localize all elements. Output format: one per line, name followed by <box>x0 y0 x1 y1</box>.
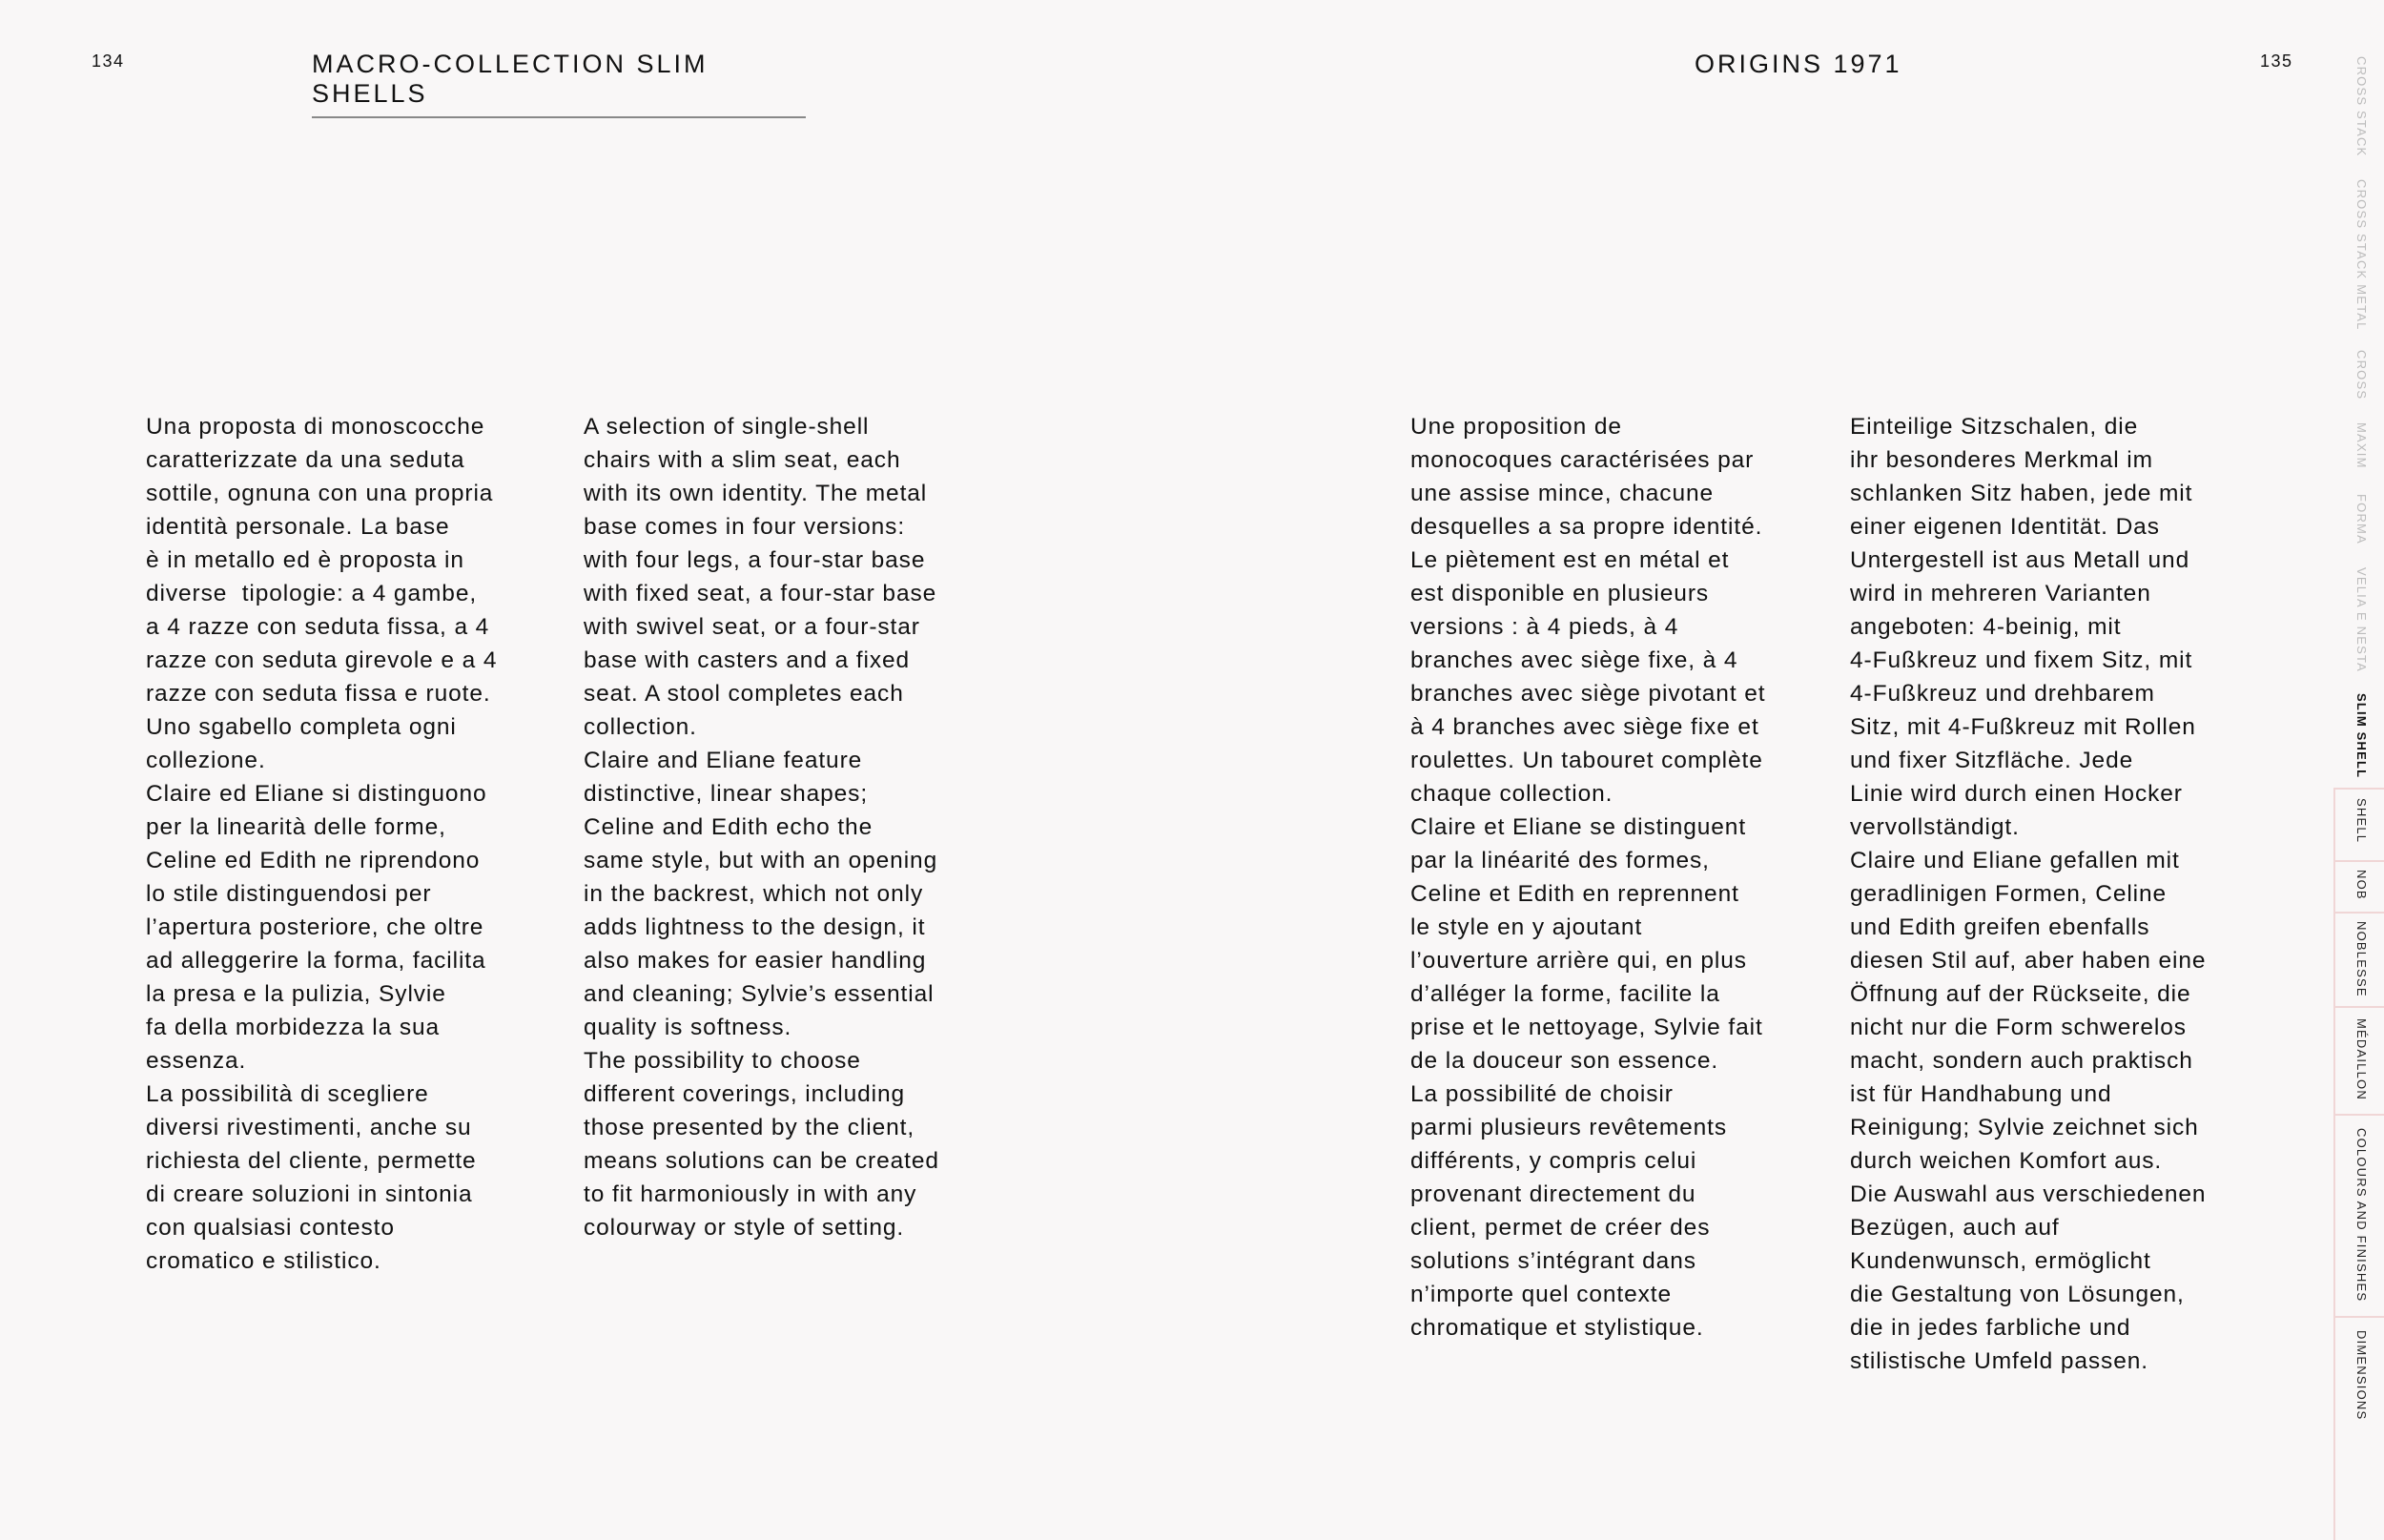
text-line: 4-Fußkreuz und drehbarem <box>1850 681 2155 707</box>
divider <box>2333 860 2384 862</box>
text-line: l’ouverture arrière qui, en plus <box>1410 948 1747 974</box>
text-line: solutions s’intégrant dans <box>1410 1248 1696 1274</box>
text-line: essenza. <box>146 1048 247 1074</box>
text-line: client, permet de créer des <box>1410 1215 1711 1241</box>
text-line: Reinigung; Sylvie zeichnet sich <box>1850 1115 2199 1140</box>
text-line: nicht nur die Form schwerelos <box>1850 1015 2187 1040</box>
text-line: est disponible en plusieurs <box>1410 581 1710 606</box>
sidebar-item-maxim[interactable]: MAXIM <box>2354 422 2369 469</box>
text-line: die in jedes farbliche und <box>1850 1315 2131 1341</box>
text-line: chairs with a slim seat, each <box>584 447 901 473</box>
text-line: diverse tipologie: a 4 gambe, <box>146 581 478 606</box>
text-line: angeboten: 4-beinig, mit <box>1850 614 2122 640</box>
subsection-shell[interactable]: SHELL <box>2354 798 2369 844</box>
text-line: la presa e la pulizia, Sylvie <box>146 981 446 1007</box>
text-line: with four legs, a four-star base <box>584 547 926 573</box>
text-line: durch weichen Komfort aus. <box>1850 1148 2163 1174</box>
sidebar-item-cross-stack-metal[interactable]: CROSS STACK METAL <box>2354 179 2369 331</box>
text-line: di creare soluzioni in sintonia <box>146 1181 473 1207</box>
text-line: Claire und Eliane gefallen mit <box>1850 848 2180 873</box>
text-line: A selection of single-shell <box>584 414 870 440</box>
subsection-noblesse[interactable]: NOBLESSE <box>2354 921 2369 997</box>
sidebar-item-cross-stack[interactable]: CROSS STACK <box>2354 56 2369 157</box>
text-line: different coverings, including <box>584 1081 906 1107</box>
origins-title: ORIGINS 1971 <box>1695 50 1902 78</box>
text-line: parmi plusieurs revêtements <box>1410 1115 1728 1140</box>
text-line: versions : à 4 pieds, à 4 <box>1410 614 1679 640</box>
text-line: Le piètement est en métal et <box>1410 547 1730 573</box>
divider <box>2333 1006 2384 1008</box>
text-line: l’apertura posteriore, che oltre <box>146 914 484 940</box>
text-line: ist für Handhabung und <box>1850 1081 2112 1107</box>
text-column-italian <box>146 410 497 1278</box>
page-number-right: 135 <box>2260 51 2293 71</box>
text-line: stilistische Umfeld passen. <box>1850 1348 2148 1374</box>
text-line: branches avec siège pivotant et <box>1410 681 1766 707</box>
text-line: ad alleggerire la forma, facilita <box>146 948 486 974</box>
subsection-colours-and-finishes[interactable]: COLOURS AND FINISHES <box>2354 1128 2369 1303</box>
text-line: same style, but with an opening <box>584 848 938 873</box>
text-line: Claire ed Eliane si distinguono <box>146 781 487 807</box>
text-line: à 4 branches avec siège fixe et <box>1410 714 1759 740</box>
text-line: le style en y ajoutant <box>1410 914 1643 940</box>
text-line: è in metallo ed è proposta in <box>146 547 464 573</box>
text-line: distinctive, linear shapes; <box>584 781 869 807</box>
text-line: with swivel seat, or a four-star <box>584 614 920 640</box>
divider <box>2333 788 2384 790</box>
text-line: Sitz, mit 4-Fußkreuz mit Rollen <box>1850 714 2196 740</box>
text-line: Kundenwunsch, ermöglicht <box>1850 1248 2151 1274</box>
text-line: fa della morbidezza la sua <box>146 1015 441 1040</box>
sidebar-item-velia-e-nesta[interactable]: VELIA E NESTA <box>2354 567 2369 673</box>
text-line: par la linéarité des formes, <box>1410 848 1710 873</box>
text-line: monocoques caractérisées par <box>1410 447 1755 473</box>
divider <box>2333 1316 2384 1318</box>
text-line: Öffnung auf der Rückseite, die <box>1850 981 2191 1007</box>
text-line: collection. <box>584 714 697 740</box>
text-line: Celine et Edith en reprennent <box>1410 881 1739 907</box>
subsection-dimensions[interactable]: DIMENSIONS <box>2354 1330 2369 1421</box>
text-line: und Edith greifen ebenfalls <box>1850 914 2150 940</box>
text-line: colourway or style of setting. <box>584 1215 905 1241</box>
text-line: in the backrest, which not only <box>584 881 924 907</box>
subsection-box <box>2333 788 2335 1540</box>
sidebar-item-forma[interactable]: FORMA <box>2354 494 2369 544</box>
text-line: Untergestell ist aus Metall und <box>1850 547 2190 573</box>
text-line: Bezügen, auch auf <box>1850 1215 2060 1241</box>
text-line: La possibilità di scegliere <box>146 1081 429 1107</box>
text-line: Uno sgabello completa ogni <box>146 714 457 740</box>
text-line: Celine and Edith echo the <box>584 814 873 840</box>
text-line: Celine ed Edith ne riprendono <box>146 848 481 873</box>
text-line: diversi rivestimenti, anche su <box>146 1115 472 1140</box>
text-line: Die Auswahl aus verschiedenen <box>1850 1181 2207 1207</box>
text-line: base with casters and a fixed <box>584 647 911 673</box>
text-line: une assise mince, chacune <box>1410 481 1715 506</box>
text-line: branches avec siège fixe, à 4 <box>1410 647 1738 673</box>
text-line: macht, sondern auch praktisch <box>1850 1048 2193 1074</box>
text-line: wird in mehreren Varianten <box>1850 581 2151 606</box>
text-column-german <box>1850 410 2206 1378</box>
text-line: d’alléger la forme, facilite la <box>1410 981 1720 1007</box>
text-line: Linie wird durch einen Hocker <box>1850 781 2183 807</box>
text-line: seat. A stool completes each <box>584 681 904 707</box>
text-line: 4-Fußkreuz und fixem Sitz, mit <box>1850 647 2193 673</box>
text-line: diesen Stil auf, aber haben eine <box>1850 948 2207 974</box>
text-line: collezione. <box>146 748 266 773</box>
text-line: adds lightness to the design, it <box>584 914 926 940</box>
text-line: with its own identity. The metal <box>584 481 928 506</box>
text-line: sottile, ognuna con una propria <box>146 481 494 506</box>
text-line: provenant directement du <box>1410 1181 1696 1207</box>
divider <box>2333 912 2384 914</box>
text-line: razze con seduta fissa e ruote. <box>146 681 491 707</box>
section-title: MACRO-COLLECTION SLIM SHELLS <box>312 50 806 118</box>
text-line: schlanken Sitz haben, jede mit <box>1850 481 2193 506</box>
text-line: La possibilité de choisir <box>1410 1081 1674 1107</box>
text-line: to fit harmoniously in with any <box>584 1181 917 1207</box>
sidebar-item-slim-shell[interactable]: SLIM SHELL <box>2354 693 2369 779</box>
text-line: chromatique et stylistique. <box>1410 1315 1704 1341</box>
text-line: prise et le nettoyage, Sylvie fait <box>1410 1015 1763 1040</box>
text-line: n’importe quel contexte <box>1410 1282 1673 1307</box>
text-line: de la douceur son essence. <box>1410 1048 1719 1074</box>
sidebar-item-cross[interactable]: CROSS <box>2354 350 2369 400</box>
text-line: razze con seduta girevole e a 4 <box>146 647 498 673</box>
subsection-medaillon[interactable]: MÉDAILLON <box>2354 1018 2369 1100</box>
text-line: Einteilige Sitzschalen, die <box>1850 414 2139 440</box>
text-line: also makes for easier handling <box>584 948 927 974</box>
subsection-nob[interactable]: NOB <box>2354 870 2369 900</box>
text-line: means solutions can be created <box>584 1148 939 1174</box>
text-line: und fixer Sitzfläche. Jede <box>1850 748 2134 773</box>
text-line: chaque collection. <box>1410 781 1613 807</box>
text-line: einer eigenen Identität. Das <box>1850 514 2160 540</box>
text-line: différents, y compris celui <box>1410 1148 1697 1174</box>
text-line: geradlinigen Formen, Celine <box>1850 881 2168 907</box>
text-line: and cleaning; Sylvie’s essential <box>584 981 935 1007</box>
text-line: those presented by the client, <box>584 1115 915 1140</box>
text-line: Une proposition de <box>1410 414 1622 440</box>
text-line: per la linearità delle forme, <box>146 814 446 840</box>
text-line: The possibility to choose <box>584 1048 861 1074</box>
text-line: caratterizzate da una seduta <box>146 447 465 473</box>
text-line: lo stile distinguendosi per <box>146 881 432 907</box>
text-line: quality is softness. <box>584 1015 792 1040</box>
text-line: Claire and Eliane feature <box>584 748 863 773</box>
page-number-left: 134 <box>92 51 125 71</box>
text-line: with fixed seat, a four-star base <box>584 581 937 606</box>
text-line: die Gestaltung von Lösungen, <box>1850 1282 2185 1307</box>
text-line: Claire et Eliane se distinguent <box>1410 814 1747 840</box>
text-column-french <box>1410 410 1765 1345</box>
text-line: Una proposta di monoscocche <box>146 414 485 440</box>
text-line: cromatico e stilistico. <box>146 1248 381 1274</box>
text-line: con qualsiasi contesto <box>146 1215 395 1241</box>
divider <box>2333 1114 2384 1116</box>
text-line: a 4 razze con seduta fissa, a 4 <box>146 614 490 640</box>
text-line: ihr besonderes Merkmal im <box>1850 447 2153 473</box>
text-line: vervollständigt. <box>1850 814 2020 840</box>
text-line: roulettes. Un tabouret complète <box>1410 748 1763 773</box>
text-column-english <box>584 410 939 1244</box>
text-line: identità personale. La base <box>146 514 450 540</box>
text-line: desquelles a sa propre identité. <box>1410 514 1763 540</box>
text-line: base comes in four versions: <box>584 514 906 540</box>
text-line: richiesta del cliente, permette <box>146 1148 477 1174</box>
